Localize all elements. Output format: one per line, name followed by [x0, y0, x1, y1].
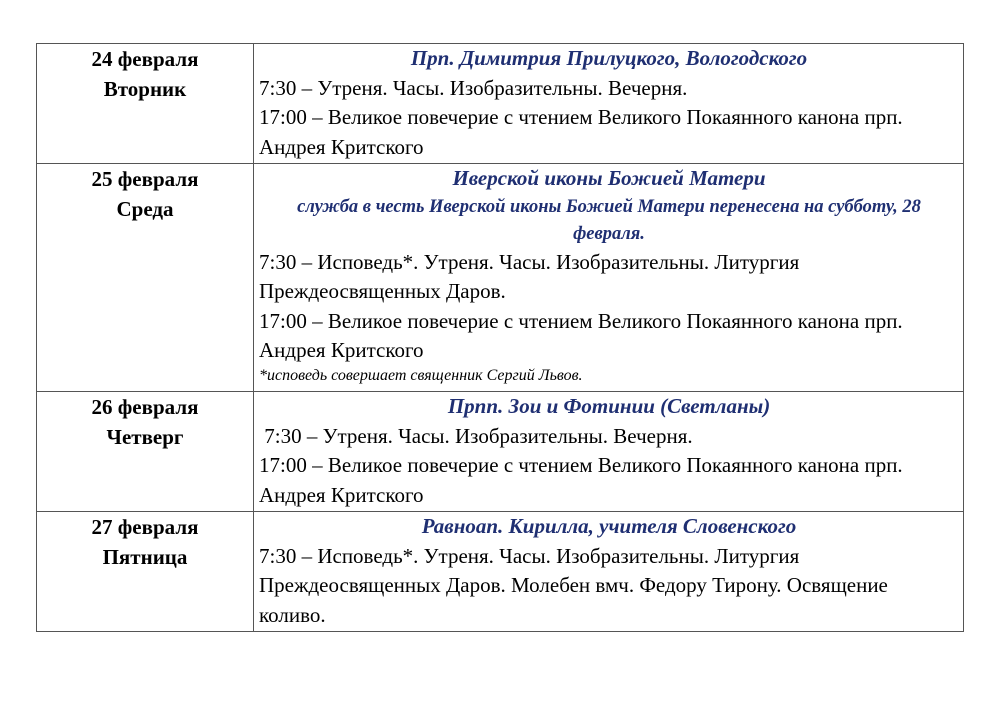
date-cell — [37, 44, 254, 164]
date-cell — [37, 392, 254, 512]
table-row — [37, 512, 964, 632]
service-line: 7:30 – Утреня. Часы. Изобразительны. Вечерня. — [259, 75, 688, 100]
service-line: 7:30 – Исповедь*. Утреня. Часы. Изобразительны. Литургия Преждеосвященных Даров. — [259, 249, 800, 303]
schedule-table — [36, 43, 964, 632]
service-line: 7:30 – Исповедь*. Утреня. Часы. Изобразительны. Литургия Преждеосвященных Даров. Молебен вмч. Федору Тирону. Освящение коливо. — [259, 543, 888, 627]
service-line: 7:30 – Утреня. Часы. Изобразительны. Вечерня. — [259, 423, 693, 448]
date: 24 февраля — [91, 47, 199, 71]
weekday: Вторник — [103, 77, 187, 101]
confession-footnote: *исповедь совершает священник Сергий Львов. — [259, 366, 583, 384]
transfer-notice: служба в честь Иверской иконы Божией Матери перенесена на субботу, 28 февраля. — [297, 196, 921, 244]
service-line: 17:00 – Великое повечерие с чтением Великого Покаянного канона прп. Андрея Критского — [259, 105, 903, 159]
weekday: Четверг — [106, 425, 184, 449]
service-line: 17:00 – Великое повечерие с чтением Великого Покаянного канона прп. Андрея Критского — [259, 453, 903, 507]
date-cell — [37, 512, 254, 632]
date-cell — [37, 164, 254, 392]
service-cell — [254, 44, 964, 164]
weekday: Пятница — [102, 545, 188, 569]
table-row — [37, 44, 964, 164]
service-cell — [254, 512, 964, 632]
saint-title: Равноап. Кирилла, учителя Словенского — [421, 514, 797, 538]
table-row — [37, 164, 964, 392]
saint-title: Прпп. Зои и Фотинии (Светланы) — [447, 394, 771, 418]
service-cell — [254, 164, 964, 392]
weekday: Среда — [116, 197, 174, 221]
table-row — [37, 392, 964, 512]
saint-title: Иверской иконы Божией Матери — [452, 166, 766, 190]
service-cell — [254, 392, 964, 512]
date: 26 февраля — [91, 395, 199, 419]
saint-title: Прп. Димитрия Прилуцкого, Вологодского — [410, 46, 808, 70]
date: 25 февраля — [91, 167, 199, 191]
date: 27 февраля — [91, 515, 199, 539]
service-line: 17:00 – Великое повечерие с чтением Великого Покаянного канона прп. Андрея Критского — [259, 308, 903, 362]
